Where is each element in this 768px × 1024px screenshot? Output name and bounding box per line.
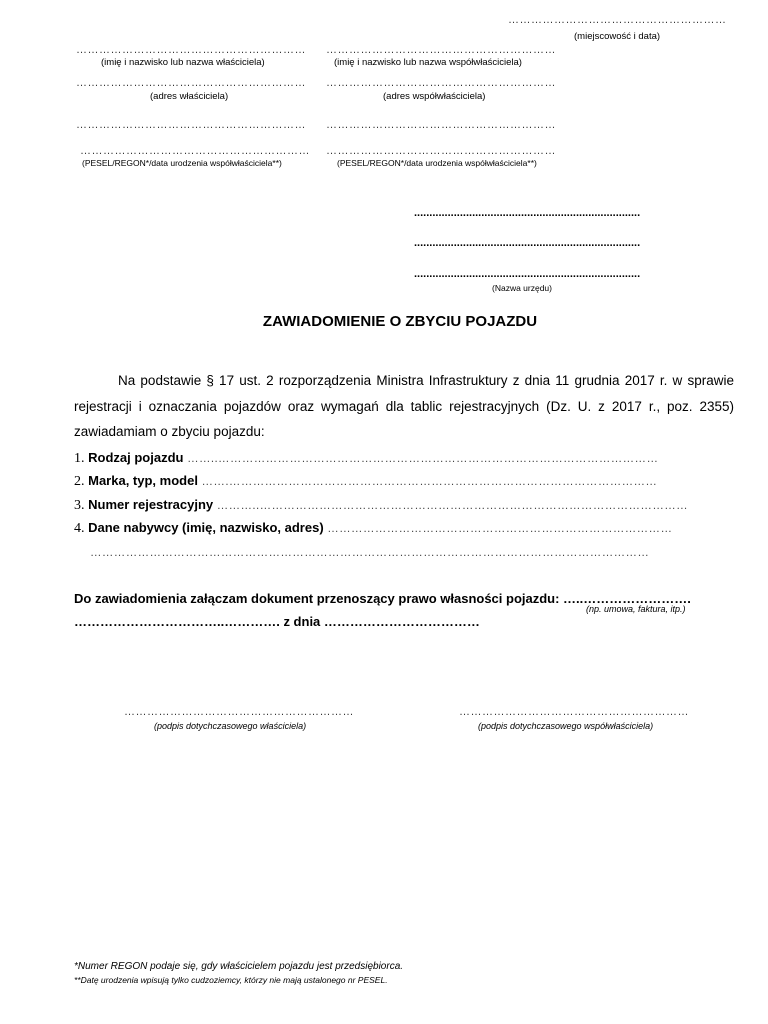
- place-date-field[interactable]: …………………………………………………: [508, 14, 727, 26]
- item-make-model[interactable]: [74, 473, 657, 490]
- co-owner-signature-label: (podpis dotychczasowego współwłaściciela): [478, 721, 654, 731]
- item-label: Rodzaj pojazdu: [88, 450, 184, 465]
- item-dots: …….………………………………………………………………………………………………: [197, 476, 658, 488]
- item-dots: ……………………………………………………………………………………………………………………………: [90, 547, 650, 559]
- page-title: ZAWIADOMIENIE O ZBYCIU POJAZDU: [262, 313, 538, 330]
- item-dots: ………..………………………………………………………………………………………………: [213, 500, 689, 512]
- co-owner-name-label: (imię i nazwisko lub nazwa współwłaściciela): [334, 57, 522, 68]
- item-vehicle-type[interactable]: [74, 450, 658, 467]
- owner-signature-label: (podpis dotychczasowego właściciela): [154, 721, 307, 731]
- office-line-2[interactable]: ..........................................................................: [414, 237, 641, 249]
- item-buyer-data-continuation[interactable]: [90, 544, 649, 559]
- office-line-1[interactable]: ..........................................................................: [414, 207, 641, 219]
- attachment-statement[interactable]: Do zawiadomienia załączam dokument przenoszący prawo własności pojazdu: …..…………………….: [74, 591, 691, 606]
- owner-pesel-label: (PESEL/REGON*/data urodzenia współwłaściciela**): [82, 158, 282, 168]
- owner-signature-field[interactable]: ……………………………………………………: [124, 706, 354, 718]
- attachment-date-line[interactable]: ……………………………..…………. z dnia ………………………………: [74, 614, 480, 629]
- item-label: Marka, typ, model: [88, 473, 198, 488]
- intro-text: Na podstawie § 17 ust. 2 rozporządzenia Ministra Infrastruktury z dnia 11 grudnia 2017 r. w sprawie rejestracji i oznaczania pojazdów oraz wymagań dla tablic rejestracyjnych (Dz. U. z 2017 r., poz. 2355) zawiadamiam o zbyciu pojazdu:: [74, 373, 734, 439]
- footnote-regon: *Numer REGON podaje się, gdy właścicielem pojazdu jest przedsiębiorca.: [74, 961, 404, 972]
- co-owner-name-field[interactable]: ……………………………………………………: [326, 44, 556, 56]
- item-buyer-data[interactable]: [74, 520, 672, 537]
- item-label: Numer rejestracyjny: [88, 497, 214, 512]
- item-dots: ……..…………………………………………………………………………………………………: [183, 453, 659, 465]
- co-owner-pesel-field[interactable]: ……………………………………………………: [326, 145, 556, 157]
- item-number: 3.: [74, 498, 85, 513]
- co-owner-address-label: (adres współwłaściciela): [383, 91, 486, 102]
- owner-address2-field[interactable]: ……………………………………………………: [76, 119, 306, 131]
- co-owner-signature-field[interactable]: ……………………………………………………: [459, 706, 689, 718]
- office-line-3[interactable]: ..........................................................................: [414, 268, 641, 280]
- owner-name-label: (imię i nazwisko lub nazwa właściciela): [101, 57, 265, 68]
- item-label: Dane nabywcy (imię, nazwisko, adres): [88, 520, 324, 535]
- intro-paragraph: [74, 368, 734, 445]
- item-registration-number[interactable]: [74, 497, 688, 514]
- item-number: 2.: [74, 474, 85, 489]
- office-label: (Nazwa urzędu): [492, 283, 552, 293]
- co-owner-address-field[interactable]: ……………………………………………………: [326, 77, 556, 89]
- co-owner-pesel-label: (PESEL/REGON*/data urodzenia współwłaściciela**): [337, 158, 537, 168]
- owner-address-field[interactable]: ……………………………………………………: [76, 77, 306, 89]
- attachment-note: (np. umowa, faktura, itp.): [586, 604, 686, 614]
- owner-address-label: (adres właściciela): [150, 91, 229, 102]
- co-owner-address2-field[interactable]: ……………………………………………………: [326, 119, 556, 131]
- footnote-birthdate: **Datę urodzenia wpisują tylko cudzoziemcy, którzy nie mają ustalonego nr PESEL.: [74, 975, 388, 985]
- item-number: 4.: [74, 521, 85, 536]
- owner-pesel-field[interactable]: ……………………………………………………: [80, 145, 310, 157]
- item-dots: ……………………………………………………………………………: [323, 523, 673, 535]
- item-number: 1.: [74, 451, 85, 466]
- owner-name-field[interactable]: ……………………………………………………: [76, 44, 306, 56]
- place-date-label: (miejscowość i data): [574, 31, 661, 42]
